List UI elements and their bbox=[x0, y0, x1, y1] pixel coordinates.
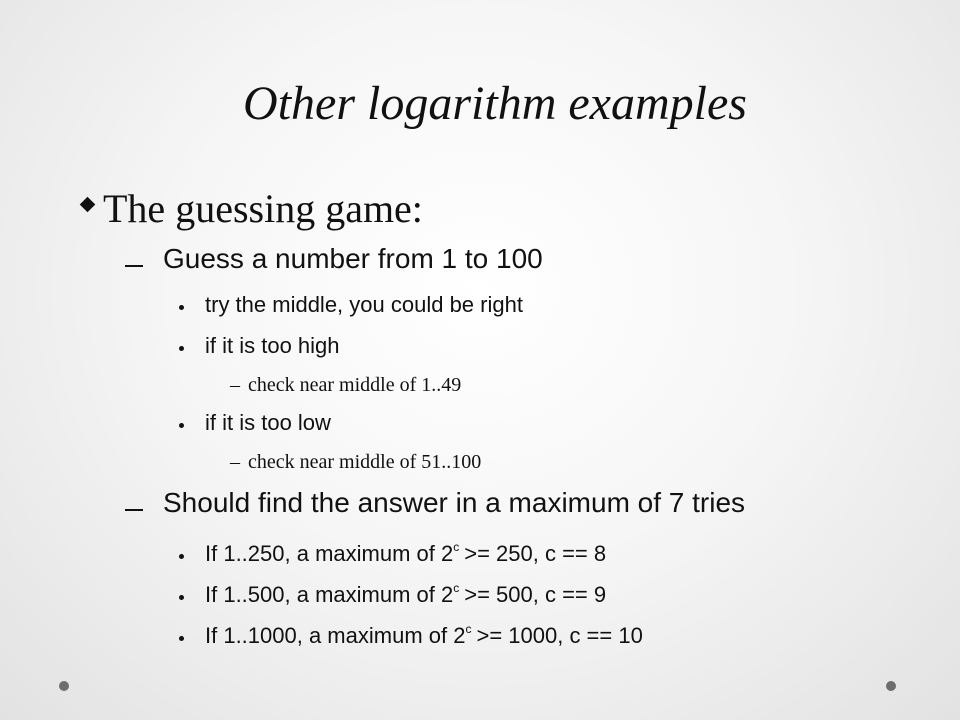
dot-bullet-icon bbox=[179, 346, 184, 351]
corner-dot-right bbox=[886, 681, 896, 691]
sub-bullet-text: Should find the answer in a maximum of 7 tries bbox=[163, 487, 746, 518]
list-item-text: if it is too high bbox=[205, 333, 340, 358]
main-bullet bbox=[82, 185, 423, 232]
list-item bbox=[205, 582, 606, 608]
list-item-detail-text: check near middle of 51..100 bbox=[248, 451, 482, 473]
list-item bbox=[205, 292, 523, 318]
dash-icon: – bbox=[230, 451, 240, 473]
corner-dot-left bbox=[59, 681, 69, 691]
dash-bullet-icon bbox=[125, 265, 143, 267]
sub-bullet-guess bbox=[163, 243, 543, 275]
dot-bullet-icon bbox=[179, 305, 184, 310]
list-item-detail bbox=[230, 451, 481, 474]
formula-prefix: If 1..250, a maximum of 2 bbox=[205, 541, 454, 566]
formula-prefix: If 1..1000, a maximum of 2 bbox=[205, 623, 466, 648]
formula-exponent: c bbox=[453, 580, 460, 595]
list-item-detail bbox=[230, 374, 461, 397]
list-item-text: if it is too low bbox=[205, 410, 331, 435]
formula-suffix: >= 500, c == 9 bbox=[464, 582, 607, 607]
dot-bullet-icon bbox=[179, 595, 184, 600]
sub-bullet-tries bbox=[163, 487, 745, 519]
list-item bbox=[205, 410, 331, 436]
dash-bullet-icon bbox=[125, 509, 143, 511]
dash-icon: – bbox=[230, 374, 240, 396]
formula-exponent: c bbox=[453, 539, 460, 554]
diamond-bullet-icon bbox=[80, 197, 96, 213]
dot-bullet-icon bbox=[179, 636, 184, 641]
formula-exponent: c bbox=[465, 621, 472, 636]
list-item-detail-text: check near middle of 1..49 bbox=[248, 374, 462, 396]
dot-bullet-icon bbox=[179, 423, 184, 428]
sub-bullet-text: Guess a number from 1 to 100 bbox=[163, 243, 543, 274]
list-item bbox=[205, 541, 606, 567]
formula-suffix: >= 250, c == 8 bbox=[464, 541, 607, 566]
formula-prefix: If 1..500, a maximum of 2 bbox=[205, 582, 454, 607]
main-bullet-text: The guessing game: bbox=[103, 186, 423, 231]
list-item bbox=[205, 333, 340, 359]
slide-title: Other logarithm examples bbox=[243, 77, 747, 130]
list-item-text: try the middle, you could be right bbox=[205, 292, 523, 317]
formula-suffix: >= 1000, c == 10 bbox=[476, 623, 643, 648]
dot-bullet-icon bbox=[179, 554, 184, 559]
list-item bbox=[205, 623, 643, 649]
